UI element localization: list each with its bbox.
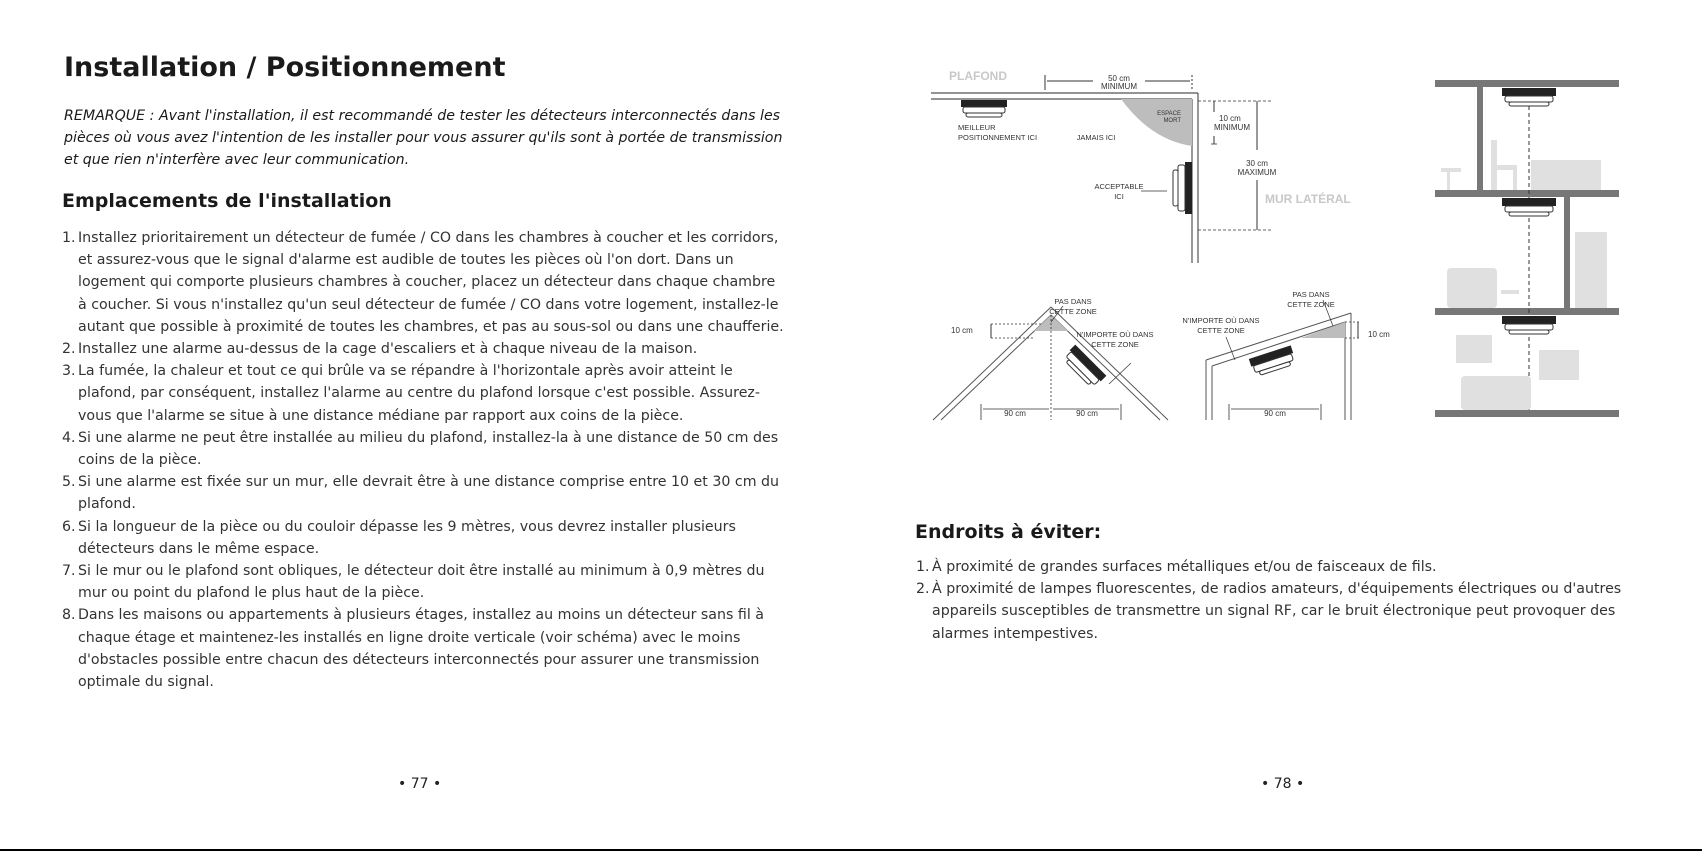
list-item-number: 1.	[916, 559, 930, 575]
list-item	[916, 578, 1631, 645]
dead-space-shape	[1121, 99, 1192, 146]
label-90cm-a: 90 cm	[1004, 409, 1026, 418]
section-title-installation: Emplacements de l'installation	[62, 190, 392, 212]
smoke-detector-icon	[961, 100, 1007, 117]
list-item	[62, 560, 787, 604]
label-nimporte: N'IMPORTE OÙ DANS	[1076, 330, 1154, 339]
page-number: • 77 •	[398, 776, 442, 792]
page-title: Installation / Positionnement	[64, 52, 506, 83]
ceiling-wall-diagram	[931, 69, 1351, 263]
list-item	[916, 556, 1631, 578]
list-item	[62, 471, 787, 515]
sloped-ceiling-diagram	[1182, 290, 1390, 420]
peaked-ceiling-diagram	[933, 297, 1168, 420]
list-item	[62, 427, 787, 471]
label-pas-dans-2: PAS DANS	[1292, 290, 1330, 299]
label-cette-zone-3: CETTE ZONE	[1287, 300, 1335, 309]
list-item	[62, 227, 787, 338]
smoke-detector-icon	[1249, 345, 1297, 377]
smoke-detector-icon	[1173, 162, 1192, 214]
label-50cm: 50 cm	[1108, 74, 1130, 83]
list-item-number: 6.	[62, 518, 76, 535]
label-ici: ICI	[1114, 192, 1124, 201]
list-item	[62, 338, 787, 360]
list-item-text: Si une alarme est fixée sur un mur, elle devrait être à une distance comprise entre 10 et 30 cm du plafond.	[78, 474, 780, 513]
list-item-number: 1.	[62, 230, 76, 246]
list-item-number: 2.	[916, 581, 930, 598]
label-plafond: PLAFOND	[949, 69, 1007, 83]
list-item-text: À proximité de grandes surfaces métalliques et/ou de faisceaux de fils.	[932, 559, 1437, 575]
smoke-detector-icon	[1502, 198, 1556, 216]
installation-diagram	[851, 0, 1702, 430]
section-title-avoid: Endroits à éviter:	[915, 521, 1102, 543]
smoke-detector-icon	[1502, 316, 1556, 334]
label-acceptable: ACCEPTABLE	[1094, 182, 1144, 191]
avoid-list	[916, 556, 1631, 645]
smoke-detector-icon	[1502, 88, 1556, 106]
page-number: • 78 •	[1261, 776, 1305, 792]
list-item-text: Si la longueur de la pièce ou du couloir dépasse les 9 mètres, vous devrez installer plusieurs détecteurs dans le même espace.	[78, 518, 736, 557]
list-item-text: Si le mur ou le plafond sont obliques, le détecteur doit être installé au minimum à 0,9 mètres du mur ou point du plafond le plus haut de la pièce.	[78, 563, 765, 602]
label-10cm-right: 10 cm	[1368, 330, 1390, 339]
label-mur-lateral: MUR LATÉRAL	[1265, 192, 1351, 206]
installation-note: REMARQUE : Avant l'installation, il est recommandé de tester les détecteurs interconnectés dans les pièces où vous avez l'intention de les installer pour vous assurer qu'ils sont à portée de transmission et que rien n'interfère avec leur communication.	[64, 108, 783, 168]
label-positionnement: POSITIONNEMENT ICI	[958, 133, 1038, 142]
label-cette-zone: CETTE ZONE	[1049, 307, 1097, 316]
list-item	[62, 360, 787, 427]
installation-list	[62, 227, 787, 693]
label-maximum: MAXIMUM	[1237, 168, 1277, 177]
label-30cm: 30 cm	[1246, 159, 1268, 168]
list-item-number: 5.	[62, 474, 76, 491]
label-90cm-b: 90 cm	[1076, 409, 1098, 418]
label-cette-zone-4: CETTE ZONE	[1197, 326, 1245, 335]
label-90cm-c: 90 cm	[1264, 409, 1286, 418]
list-item-text: Si une alarme ne peut être installée au milieu du plafond, installez-la à une distance de 50 cm des coins de la pièce.	[78, 429, 779, 469]
smoke-detector-icon	[1062, 345, 1107, 390]
label-mort: MORT	[1163, 118, 1181, 124]
label-10cm-left: 10 cm	[951, 326, 973, 335]
multi-floor-diagram	[1435, 80, 1619, 417]
label-10cm: 10 cm	[1219, 114, 1241, 123]
list-item-number: 7.	[62, 563, 76, 580]
list-item-text: Dans les maisons ou appartements à plusieurs étages, installez au moins un détecteur sans fil à chaque étage et maintenez-les installés en ligne droite verticale (voir schéma) avec le moins d'obstacles possible entre chacun des détecteurs interconnectés pour assurer une transmission optimale du signal.	[78, 607, 764, 691]
list-item-text: La fumée, la chaleur et tout ce qui brûle va se répandre à l'horizontale après avoir atteint le plafond, par conséquent, installez l'alarme au centre du plafond lorsque c'est possible. Assurez-vous que l'alarme se situe à une distance médiane par rapport aux coins de la pièce.	[78, 363, 760, 424]
list-item-number: 8.	[62, 607, 76, 624]
list-item-number: 4.	[62, 429, 76, 446]
label-pas-dans: PAS DANS	[1054, 297, 1092, 306]
right-page	[851, 0, 1702, 851]
list-item-number: 3.	[62, 363, 76, 380]
list-item	[62, 516, 787, 560]
list-item-number: 2.	[62, 341, 76, 358]
list-item-text: Installez prioritairement un détecteur de fumée / CO dans les chambres à coucher et les corridors, et assurez-vous que le signal d'alarme est audible de toutes les pièces où l'on dort. Dans un logement qui comporte plusieurs chambres à coucher, placez un détecteur dans chaque chambre à coucher. Si vous n'installez qu'un seul détecteur de fumée / CO dans votre logement, installez-le autant que possible à proximité de toutes les chambres, et pas au sous-sol ou dans une chaufferie.	[78, 230, 784, 335]
label-cette-zone-2: CETTE ZONE	[1091, 340, 1139, 349]
list-item	[62, 604, 787, 693]
dead-zone-shape	[1301, 322, 1345, 338]
label-espace: ESPACE	[1157, 111, 1181, 117]
label-minimum-2: MINIMUM	[1214, 123, 1250, 132]
label-nimporte-2: N'IMPORTE OÙ DANS	[1182, 316, 1260, 325]
list-item-text: À proximité de lampes fluorescentes, de radios amateurs, d'équipements électriques ou d'autres appareils susceptibles de transmettre un signal RF, car le bruit électronique peut provoquer des alarmes intempestives.	[932, 581, 1622, 642]
label-meilleur: MEILLEUR	[958, 123, 996, 132]
label-minimum: MINIMUM	[1101, 82, 1137, 91]
label-jamais-ici: JAMAIS ICI	[1076, 133, 1116, 142]
list-item-text: Installez une alarme au-dessus de la cage d'escaliers et à chaque niveau de la maison.	[78, 341, 698, 358]
